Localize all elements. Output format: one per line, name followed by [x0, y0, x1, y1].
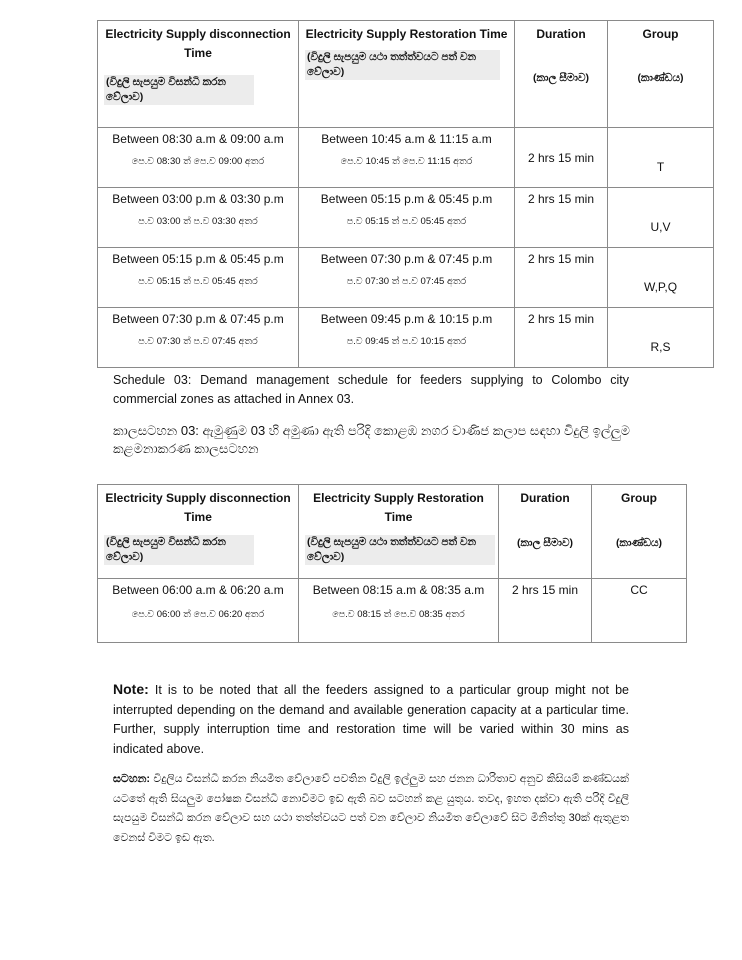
header-restoration-si: (විදුලි සැපයුම යථා තත්ත්වයට පත් වන වේලාව) [305, 535, 495, 565]
header-restoration-si: (විදුලි සැපයුම යථා තත්ත්වයට පත් වන වේලාව) [305, 50, 500, 80]
note-label: Note: [113, 681, 149, 697]
note-paragraph [113, 680, 629, 759]
header-group: Group (කාණ්ඩය) [608, 21, 714, 128]
schedule-table-2 [97, 484, 687, 643]
note-text: It is to be noted that all the feeders assigned to a particular group might not be interrupted depending on the demand and available generation capacity at a particular time. Further, supply interruption time and restoration time will be varied within 30 mins as indicated above. [113, 683, 629, 756]
header-restoration: Electricity Supply Restoration Time (විදුලි සැපයුම යථා තත්ත්වයට පත් වන වේලාව) [299, 21, 515, 128]
schedule-3-caption-sinhala: කාලසටහන 03: ඇමුණුම 03 හි අමුණා ඇති පරිදි කොළඹ නගර වාණිජ කලාප සඳහා විදුලි ඉල්ලුම කළමනාකරණ කාලසටහන [113, 423, 630, 456]
header-disconnection-si: (විදුලි සැපයුම විසන්ධි කරන වේලාව) [104, 535, 254, 565]
header-disconnection-si: (විදුලි සැපයුම විසන්ධි කරන වේලාව) [104, 75, 254, 105]
table-header-row: Electricity Supply disconnection Time (විදුලි සැපයුම විසන්ධි කරන වේලාව) Electricity Supply Restoration Time (විදුලි සැපයුම යථා තත්ත්වයට පත් වන වේලාව) Duration (කාල සීමාව) Group (කාණ්ඩය) [98, 485, 687, 579]
note-paragraph-sinhala [113, 770, 629, 848]
header-disconnection: Electricity Supply disconnection Time (විදුලි සැපයුම විසන්ධි කරන වේලාව) [98, 21, 299, 128]
table-row: Between 05:15 p.m & 05:45 p.m ප.ව 05:15 ත් ප.ව 05:45 අතර Between 07:30 p.m & 07:45 p.m ප.ව 07:30 ත් ප.ව 07:45 අතර 2 hrs 15 min W,P,Q [98, 248, 714, 308]
table-row: Between 06:00 a.m & 06:20 a.m පෙ.ව 06:00 ත් පෙ.ව 06:20 අතර Between 08:15 a.m & 08:35 a.m පෙ.ව 08:15 ත් පෙ.ව 08:35 අතර 2 hrs 15 min CC [98, 579, 687, 643]
note-label-sinhala: සටහන: [113, 773, 151, 785]
schedule-3-caption: Schedule 03: Demand management schedule for feeders supplying to Colombo city commercial zones as attached in Annex 03. [113, 373, 629, 406]
schedule-table-1 [97, 20, 714, 368]
header-duration: Duration (කාල සීමාව) [515, 21, 608, 128]
note-text-sinhala: විදුලිය විසන්ධි කරන නියමිත වේලාවේ පවතින විදුලි ඉල්ලුම සහ ජනන ධාරිතාව අනුව කිසියම් කණ්ඩයක් යටතේ ඇති සියලුම පෝෂක විසන්ධි නොවීමට ඉඩ ඇති බව සටහන් කළ යුතුය. තවද, ඉහත දක්වා ඇති පරිදි විදුලි සැපයුම විසන්ධි කරන වේලාව සහ යථා තත්ත්වයට පත් වන වේලාව නියමිත වේලාවේ සිට මිනිත්තු 30ක් ඇතුළත වෙනස් වීමට ඉඩ ඇත. [113, 773, 629, 844]
table-header-row [98, 21, 714, 128]
table-row: Between 08:30 a.m & 09:00 a.m පෙ.ව 08:30 ත් පෙ.ව 09:00 අතර Between 10:45 a.m & 11:15 a.m පෙ.ව 10:45 ත් පෙ.ව 11:15 අතර 2 hrs 15 min T [98, 128, 714, 188]
table-row: Between 03:00 p.m & 03:30 p.m ප.ව 03:00 ත් ප.ව 03:30 අතර Between 05:15 p.m & 05:45 p.m ප.ව 05:15 ත් ප.ව 05:45 අතර 2 hrs 15 min U,V [98, 188, 714, 248]
table-row: Between 07:30 p.m & 07:45 p.m ප.ව 07:30 ත් ප.ව 07:45 අතර Between 09:45 p.m & 10:15 p.m ප.ව 09:45 ත් ප.ව 10:15 අතර 2 hrs 15 min R,S [98, 308, 714, 368]
